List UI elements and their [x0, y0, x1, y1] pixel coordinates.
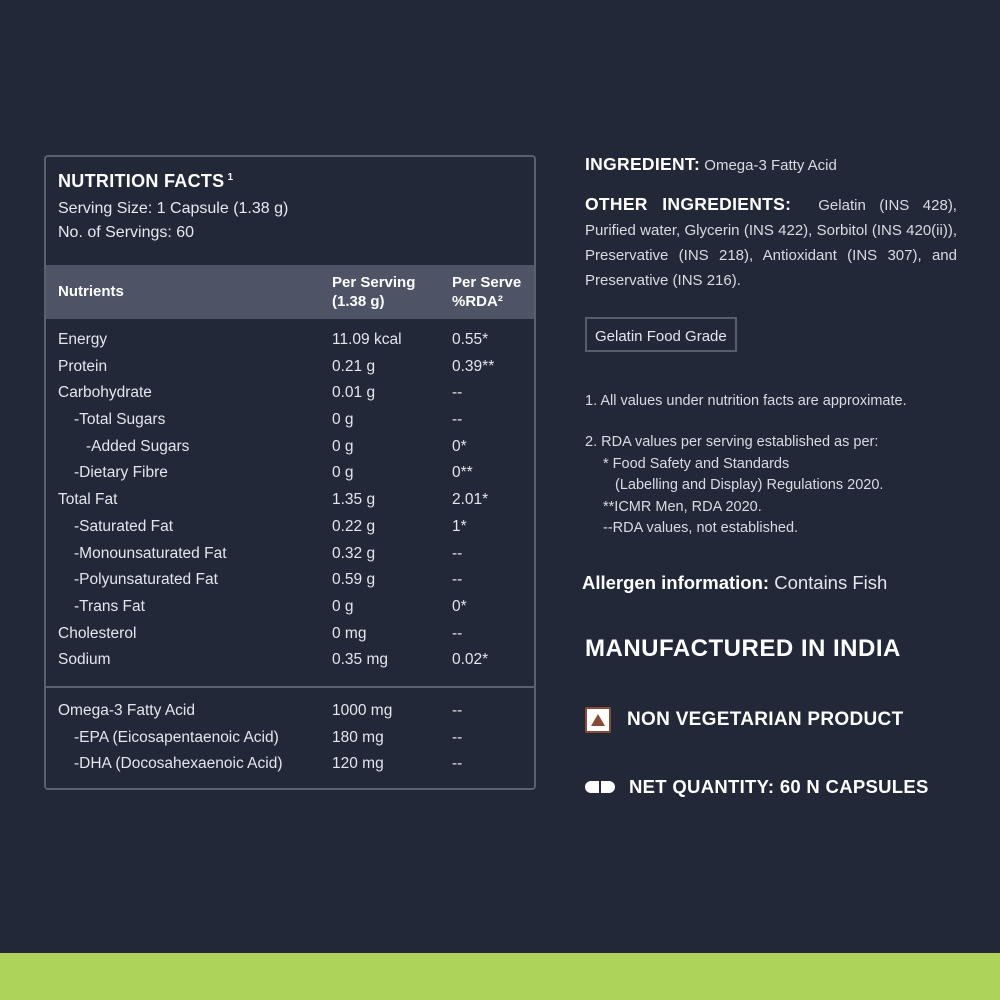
gelatin-badge: Gelatin Food Grade	[585, 317, 737, 352]
nutrition-facts-panel	[44, 155, 536, 790]
table-row: -Trans Fat 0 g 0*	[74, 597, 467, 615]
table-row: Cholesterol 0 mg --	[58, 624, 463, 642]
other-ingredients	[585, 192, 957, 293]
table-row: Energy 11.09 kcal 0.55*	[58, 331, 489, 348]
table-row: -DHA (Docosahexaenoic Acid) 120 mg --	[74, 755, 463, 773]
table-row: Omega-3 Fatty Acid 1000 mg --	[58, 702, 463, 719]
nutrient-rows	[46, 327, 534, 674]
ingredient-label: INGREDIENT:	[585, 154, 701, 174]
net-quantity	[585, 774, 929, 800]
table-row: -Monounsaturated Fat 0.32 g --	[74, 544, 463, 562]
non-veg-label	[585, 705, 903, 735]
ingredient-value: Omega-3 Fatty Acid	[704, 157, 837, 174]
footnotes	[585, 390, 965, 540]
allergen-label: Allergen information:	[582, 572, 770, 593]
serving-size: Serving Size: 1 Capsule (1.38 g)	[58, 200, 289, 217]
footnote-1: 1. All values under nutrition facts are approximate.	[585, 393, 907, 409]
header-rda: Per Serve %RDA²	[452, 274, 522, 310]
table-row: Total Fat 1.35 g 2.01*	[58, 491, 489, 509]
table-row: Sodium 0.35 mg 0.02*	[58, 651, 489, 669]
other-ingredients-label: OTHER INGREDIENTS:	[585, 194, 792, 214]
table-divider	[46, 686, 534, 688]
table-row: Carbohydrate 0.01 g --	[58, 384, 463, 402]
header-per-serving: Per Serving (1.38 g)	[332, 274, 416, 310]
nutrition-title: NUTRITION FACTS $^1$	[58, 171, 234, 191]
table-row: -Dietary Fibre 0 g 0**	[74, 464, 473, 482]
manufactured-in: MANUFACTURED IN INDIA	[585, 635, 901, 662]
allergen-value: Contains Fish	[774, 572, 888, 593]
table-row: -Added Sugars 0 g 0*	[86, 437, 467, 455]
non-veg-text: NON VEGETARIAN PRODUCT	[627, 709, 904, 730]
table-row: -Polyunsaturated Fat 0.59 g --	[74, 571, 463, 589]
table-row: Protein 0.21 g 0.39**	[58, 357, 495, 375]
ingredient	[585, 152, 957, 178]
nutrition-header	[58, 171, 288, 242]
table-row: -EPA (Eicosapentaenoic Acid) 180 mg --	[74, 728, 463, 746]
footnote-2: 2. RDA values per serving established as per: * Food Safety and Standards (Labelling and Display) Regulations 2020. **ICMR Men, RDA 2020. --RDA values, not established.	[585, 434, 884, 536]
table-header	[46, 265, 534, 319]
allergen-info	[582, 572, 887, 594]
table-row: -Total Sugars 0 g --	[74, 411, 463, 429]
net-quantity-text: NET QUANTITY: 60 N CAPSULES	[629, 776, 929, 797]
omega-rows	[46, 698, 534, 778]
footnote-marker: 1	[227, 172, 234, 183]
accent-bar	[0, 953, 1000, 1000]
table-row: -Saturated Fat 0.22 g 1*	[74, 517, 467, 535]
other-ingredients-value: Gelatin (INS 428), Purified water, Glycerin (INS 422), Sorbitol (INS 420(ii)), Preservative (INS 218), Antioxidant (INS 307), and Preservative (INS 216).	[585, 197, 957, 289]
servings-count: No. of Servings: 60	[58, 224, 195, 241]
capsule-icon	[585, 781, 615, 793]
non-veg-triangle-icon	[585, 707, 611, 733]
header-nutrients: Nutrients	[58, 283, 124, 300]
